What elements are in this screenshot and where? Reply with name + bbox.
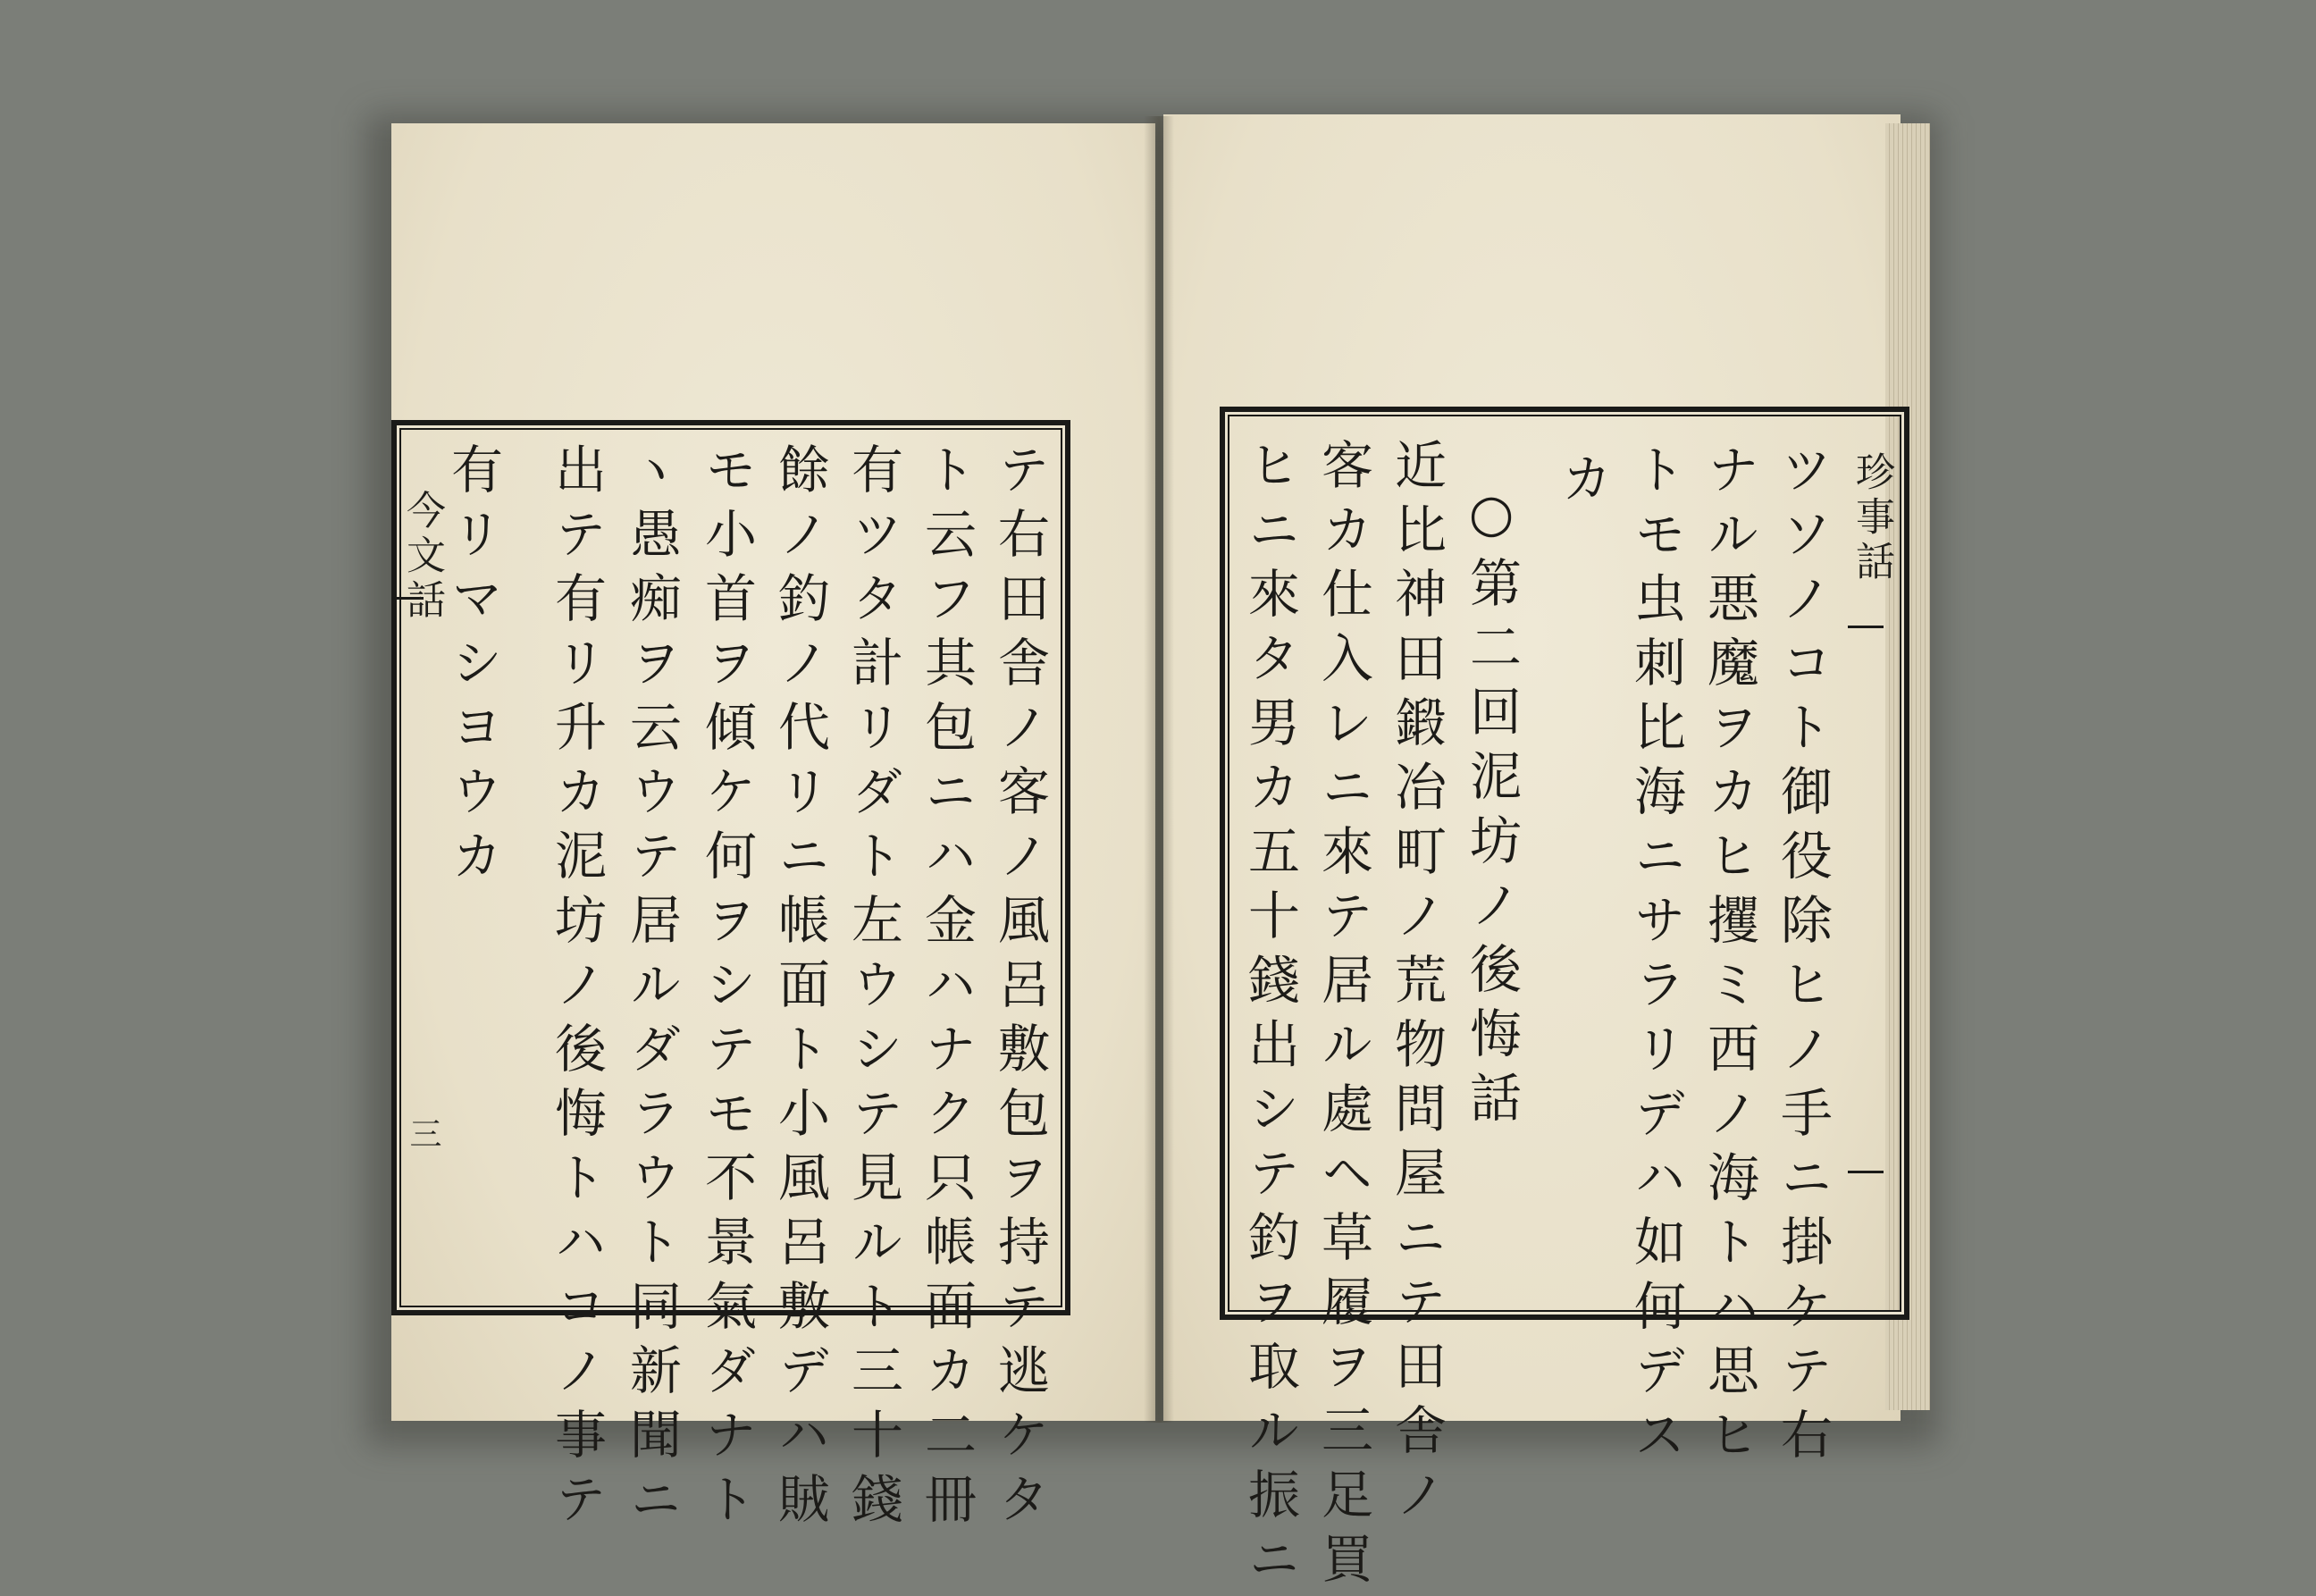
left-column-3: 有ツタ計リダト左ウシテ見ルト三十錢 <box>843 442 903 1536</box>
right-column-4: カ <box>1552 451 1613 516</box>
left-column-8: 有リマシヨウカ <box>442 442 503 893</box>
left-column-7: 出テ有リ升カ泥坊ノ後悔トハコノ事テ <box>546 442 607 1536</box>
chapter-heading: ○第二回泥坊ノ後悔話 <box>1461 483 1522 1135</box>
left-column-4: 餘ノ釣ノ代リニ帳面ト小風呂敷デハ賊 <box>769 442 830 1536</box>
book-gutter <box>1144 116 1174 1423</box>
right-margin-rule <box>1848 626 1884 628</box>
left-column-1: テ右田舎ノ客ノ風呂敷包ヲ持テ逃ケタ <box>989 442 1050 1536</box>
page-number: 三 <box>405 1117 441 1149</box>
left-margin-title: 今文話 <box>399 490 445 624</box>
left-column-6: ヽ愚痴ヲ云ウテ居ルダラウト同新聞ニ <box>621 442 682 1536</box>
right-column-8: ヒニ來タ男カ五十錢出シテ釣ヲ取ル振ニ <box>1239 438 1300 1596</box>
left-column-2: ト云フ其包ニハ金ハナク只帳面カ二冊 <box>916 442 977 1536</box>
right-column-7: 客カ仕入レニ來テ居ル處ヘ草履ヲ三足買 <box>1313 438 1373 1596</box>
right-column-3: トモ虫刺比海ニサラリデハ如何デス <box>1625 442 1686 1472</box>
right-margin-rule-lower <box>1848 1171 1884 1173</box>
right-column-1: ツソノコト御役除ヒノ手ニ掛ケテ右 <box>1772 442 1833 1472</box>
left-column-5: モ小首ヲ傾ケ何ヲシテモ不景氣ダナト <box>696 442 757 1536</box>
right-margin-title: 珍事話 <box>1849 451 1894 585</box>
right-column-6: 近比神田鍛冶町ノ荒物問屋ニテ田舎ノ <box>1386 438 1447 1532</box>
right-column-2: ナル悪魔ヲカヒ攫ミ西ノ海トハ思ヒ <box>1699 442 1759 1472</box>
